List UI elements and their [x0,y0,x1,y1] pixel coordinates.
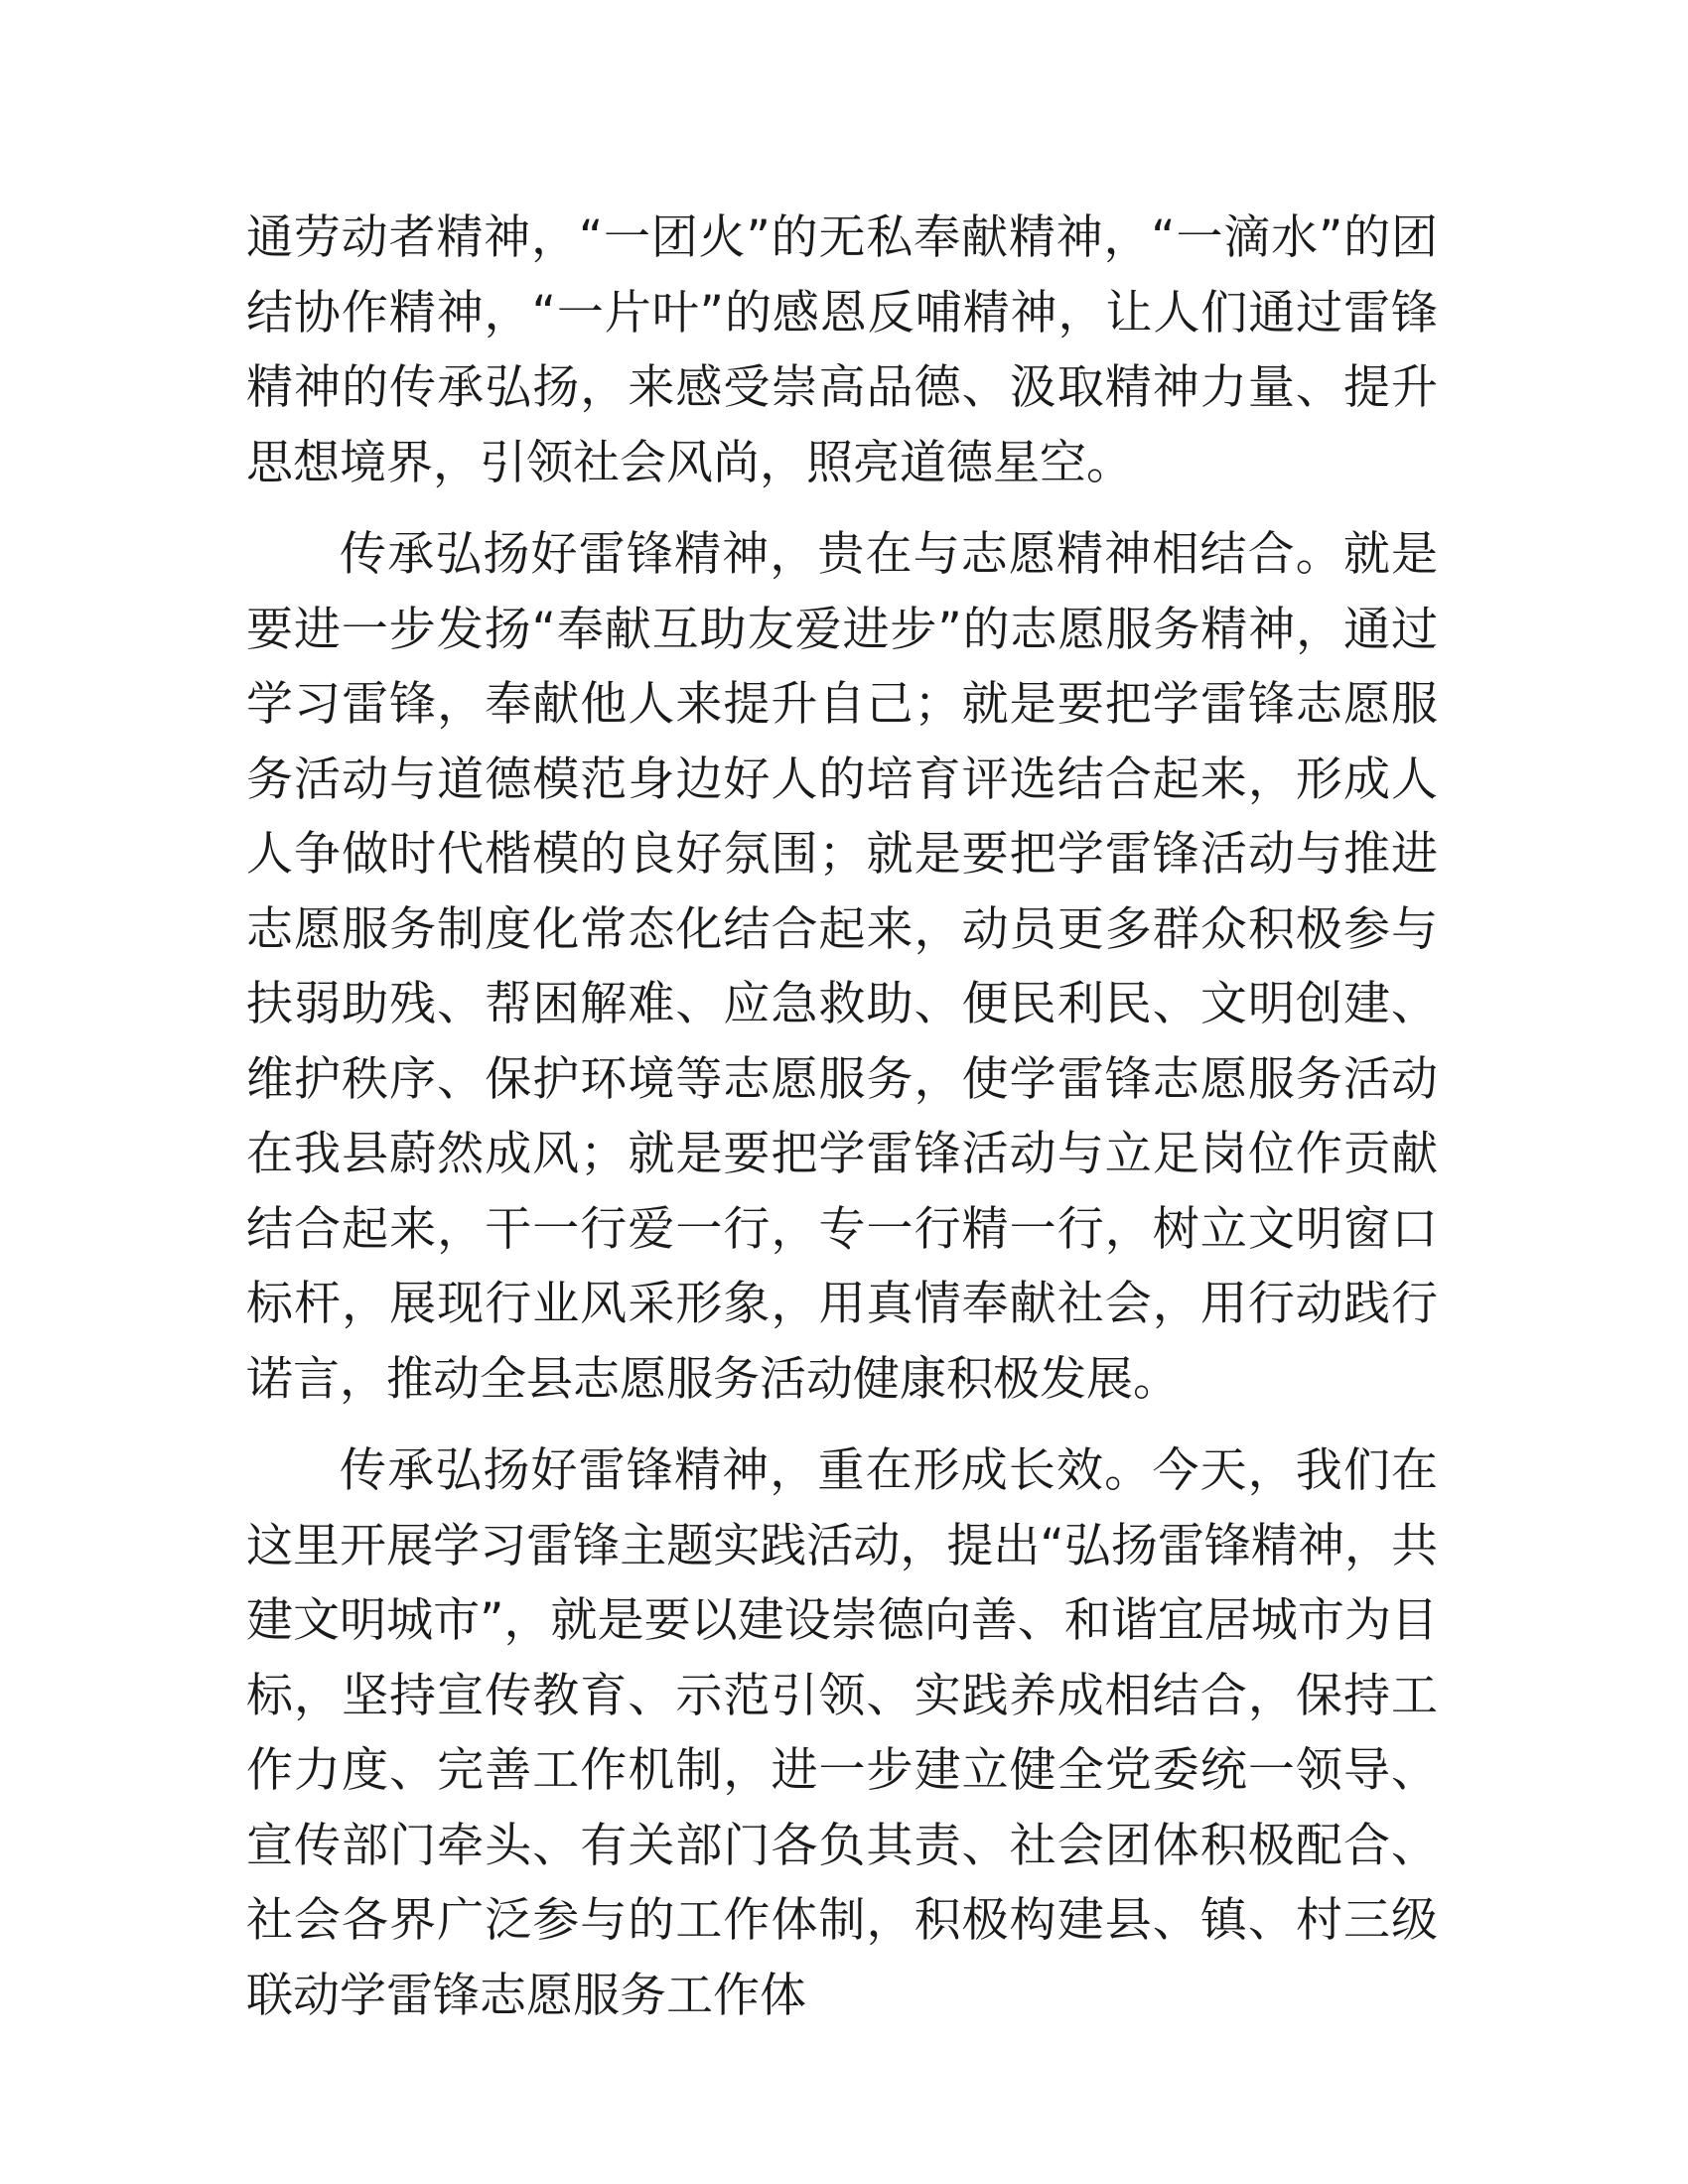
paragraph-1: 通劳动者精神，“一团火”的无私奉献精神，“一滴水”的团结协作精神，“一片叶”的感恩反哺精神，让人们通过雷锋精神的传承弘扬，来感受崇高品德、汲取精神力量、提升思想境界，引领社会风尚，照亮道德星空。 [246,210,1438,490]
paragraph-2: 传承弘扬好雷锋精神，贵在与志愿精神相结合。就是要进一步发扬“奉献互助友爱进步”的志愿服务精神，通过学习雷锋，奉献他人来提升自己；就是要把学雷锋志愿服务活动与道德模范身边好人的培育评选结合起来，形成人人争做时代楷模的良好氛围；就是要把学雷锋活动与推进志愿服务制度化常态化结合起来，动员更多群众积极参与扶弱助残、帮困解难、应急救助、便民利民、文明创建、维护秩序、保护环境等志愿服务，使学雷锋志愿服务活动在我县蔚然成风；就是要把学雷锋活动与立足岗位作贡献结合起来，干一行爱一行，专一行精一行，树立文明窗口标杆，展现行业风采形象，用真情奉献社会，用行动践行诺言，推动全县志愿服务活动健康积极发展。 [246,527,1438,1407]
paragraph-3: 传承弘扬好雷锋精神，重在形成长效。今天，我们在这里开展学习雷锋主题实践活动，提出“弘扬雷锋精神，共建文明城市”，就是要以建设崇德向善、和谐宜居城市为目标，坚持宣传教育、示范引领、实践养成相结合，保持工作力度、完善工作机制，进一步建立健全党委统一领导、宣传部门牵头、有关部门各负其责、社会团体积极配合、社会各界广泛参与的工作体制，积极构建县、镇、村三级联动学雷锋志愿服务工作体 [246,1443,1438,2023]
document-body [246,201,1438,2050]
